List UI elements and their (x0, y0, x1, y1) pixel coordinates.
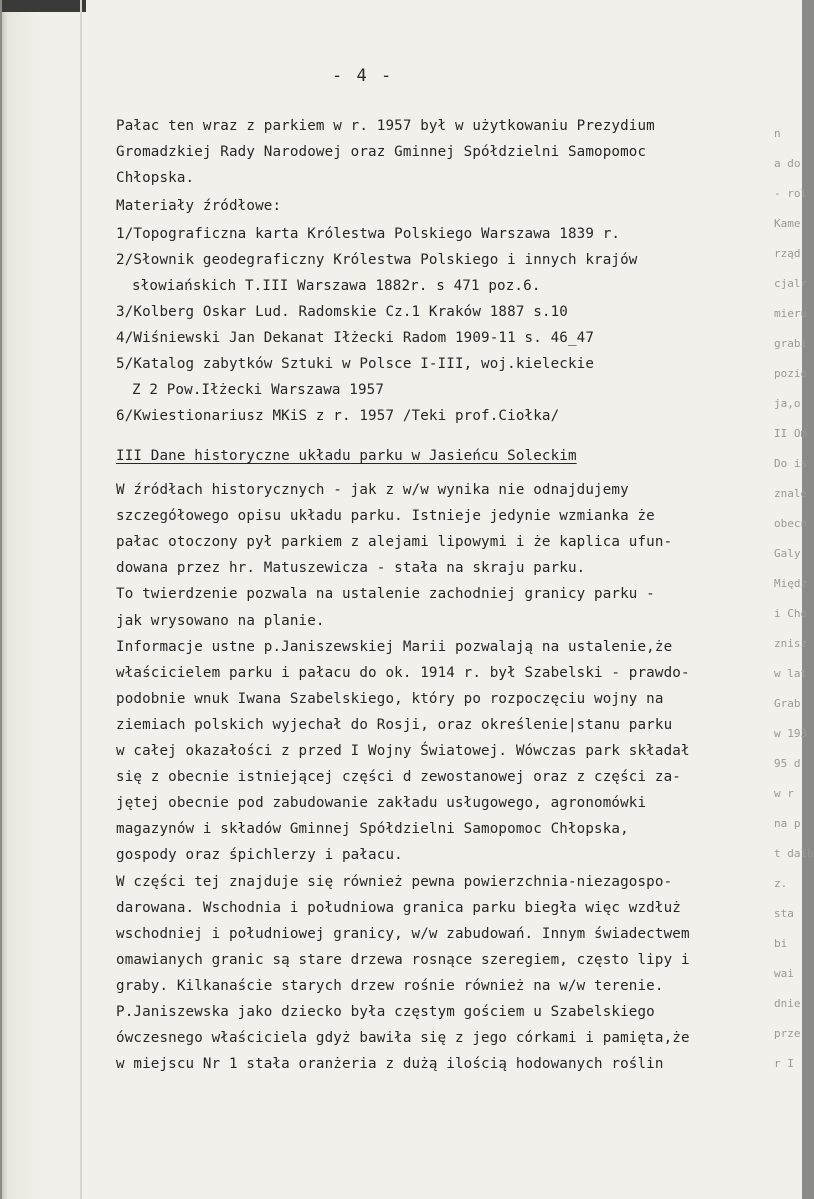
margin-fragment: Do is (774, 457, 808, 470)
body-line: omawianych granic są stare drzewa rosnące szeregiem, często lipy i (116, 951, 690, 968)
body-line: w miejscu Nr 1 stała oranżeria z dużą ilością hodowanych roślin (116, 1056, 664, 1073)
margin-fragment: grabi (774, 337, 808, 350)
body-line: ziemiach polskich wyjechał do Rosji, oraz określenie|stanu parku (116, 716, 673, 733)
margin-fragment: Kame (774, 217, 801, 230)
body-line: gospody oraz śpichlerzy i pałacu. (116, 847, 403, 864)
body-line: darowana. Wschodnia i południowa granica parku biegła więc wzdłuż (116, 899, 681, 916)
margin-fragment: wai (774, 967, 794, 980)
margin-fragment: obecn (774, 517, 808, 530)
fold-line (80, 0, 82, 1199)
margin-fragment: 95 d (774, 757, 801, 770)
body-line: w całej okazałości z przed I Wojny Światowej. Wówczas park składał (116, 743, 690, 759)
margin-fragment: na p (774, 817, 801, 830)
margin-fragment: i Cho (774, 607, 808, 620)
margin-fragment: ja,o (774, 397, 801, 410)
margin-fragment: n (774, 127, 781, 140)
margin-fragment: w r (774, 787, 794, 800)
page-left-edge (2, 0, 82, 1199)
margin-fragment: znisz (774, 637, 808, 650)
source-item: słowiańskich T.III Warszawa 1882r. s 471 poz.6. (132, 278, 541, 294)
sources-title: Materiały źródłowe: (116, 198, 282, 214)
source-item: 1/Topograficzna karta Królestwa Polskiego Warszawa 1839 r. (116, 226, 621, 242)
intro-line: Gromadzkiej Rady Narodowej oraz Gminnej Spółdzielni Samopomoc (116, 144, 647, 160)
body-line: To twierdzenie pozwala na ustalenie zachodniej granicy parku - (116, 586, 655, 603)
source-item: 3/Kolberg Oskar Lud. Radomskie Cz.1 Kraków 1887 s.10 (116, 304, 568, 320)
body-line: właścicielem parku i pałacu do ok. 1914 r. był Szabelski - prawdo- (116, 664, 690, 681)
page-number: - 4 - (332, 66, 394, 86)
margin-fragment: - rol (774, 187, 808, 200)
body-line: szczegółowego opisu układu parku. Istnieje jedynie wzmianka że (116, 508, 655, 525)
margin-fragment: sta (774, 907, 794, 920)
margin-fragment: rząd (774, 247, 801, 260)
body-line: wschodniej i południowej granicy, w/w zabudowań. Innym świadectwem (116, 925, 690, 942)
body-line: jak wrysowano na planie. (116, 612, 325, 629)
body-line: magazynów i składów Gminnej Spółdzielni Samopomoc Chłopska, (116, 821, 629, 838)
body-line: jętej obecnie pod zabudowanie zakładu usługowego, agronomówki (116, 795, 647, 812)
margin-fragment: znale (774, 487, 808, 500)
margin-fragment: t dalh (774, 847, 814, 860)
margin-fragment: dnie (774, 997, 801, 1010)
body-line: W źródłach historycznych - jak z w/w wynika nie odnajdujemy (116, 482, 629, 498)
body-line: P.Janiszewska jako dziecko była częstym gościem u Szabelskiego (116, 1004, 655, 1020)
document-page (2, 0, 814, 1199)
section-heading: III Dane historyczne układu parku w Jasieńcu Soleckim (116, 448, 577, 464)
margin-fragment: mieru (774, 307, 808, 320)
adjacent-page-margin (768, 0, 814, 1199)
body-line: ówczesnego właściciela gdyż bawiła się z jego córkami i pamięta,że (116, 1030, 690, 1047)
body-line: W części tej znajduje się również pewna powierzchnia-niezagospo- (116, 873, 673, 890)
margin-fragment: w 193 (774, 727, 808, 740)
source-item: 5/Katalog zabytków Sztuki w Polsce I-III, woj.kieleckie (116, 356, 595, 372)
body-line: graby. Kilkanaście starych drzew rośnie również na w/w terenie. (116, 977, 664, 994)
source-item: 6/Kwiestionariusz MKiS z r. 1957 /Teki prof.Ciołka/ (116, 408, 560, 424)
margin-fragment: II Om (774, 427, 808, 440)
margin-fragment: bi (774, 937, 788, 950)
body-line: pałac otoczony pył parkiem z alejami lipowymi i że kaplica ufun- (116, 534, 673, 551)
margin-fragment: Międz (774, 577, 808, 590)
body-line: Informacje ustne p.Janiszewskiej Marii pozwalają na ustalenie,że (116, 638, 673, 655)
margin-fragment: a do (774, 157, 801, 170)
binding-strip (2, 0, 86, 12)
source-item: 4/Wiśniewski Jan Dekanat Iłżecki Radom 1909-11 s. 46_47 (116, 330, 595, 346)
body-line: dowana przez hr. Matuszewicza - stała na skraju parku. (116, 560, 586, 577)
margin-fragment: z. (774, 877, 788, 890)
margin-fragment: Galy (774, 547, 801, 560)
intro-line: Chłopska. (116, 170, 195, 186)
source-item: 2/Słownik geodegraficzny Królestwa Polskiego i innych krajów (116, 252, 638, 268)
margin-fragment: r I (774, 1057, 794, 1070)
margin-fragment: cjalr (774, 277, 808, 290)
body-line: podobnie wnuk Iwana Szabelskiego, który po rozpoczęciu wojny na (116, 690, 664, 707)
margin-fragment: prze (774, 1027, 801, 1040)
margin-fragment: w lat (774, 667, 808, 680)
body-line: się z obecnie istniejącej części d zewostanowej oraz z części za- (116, 769, 681, 786)
margin-fragment: Grab (774, 697, 801, 710)
margin-fragment: pozio (774, 367, 808, 380)
intro-line: Pałac ten wraz z parkiem w r. 1957 był w użytkowaniu Prezydium (116, 118, 655, 134)
source-item: Z 2 Pow.Iłżecki Warszawa 1957 (132, 382, 385, 398)
